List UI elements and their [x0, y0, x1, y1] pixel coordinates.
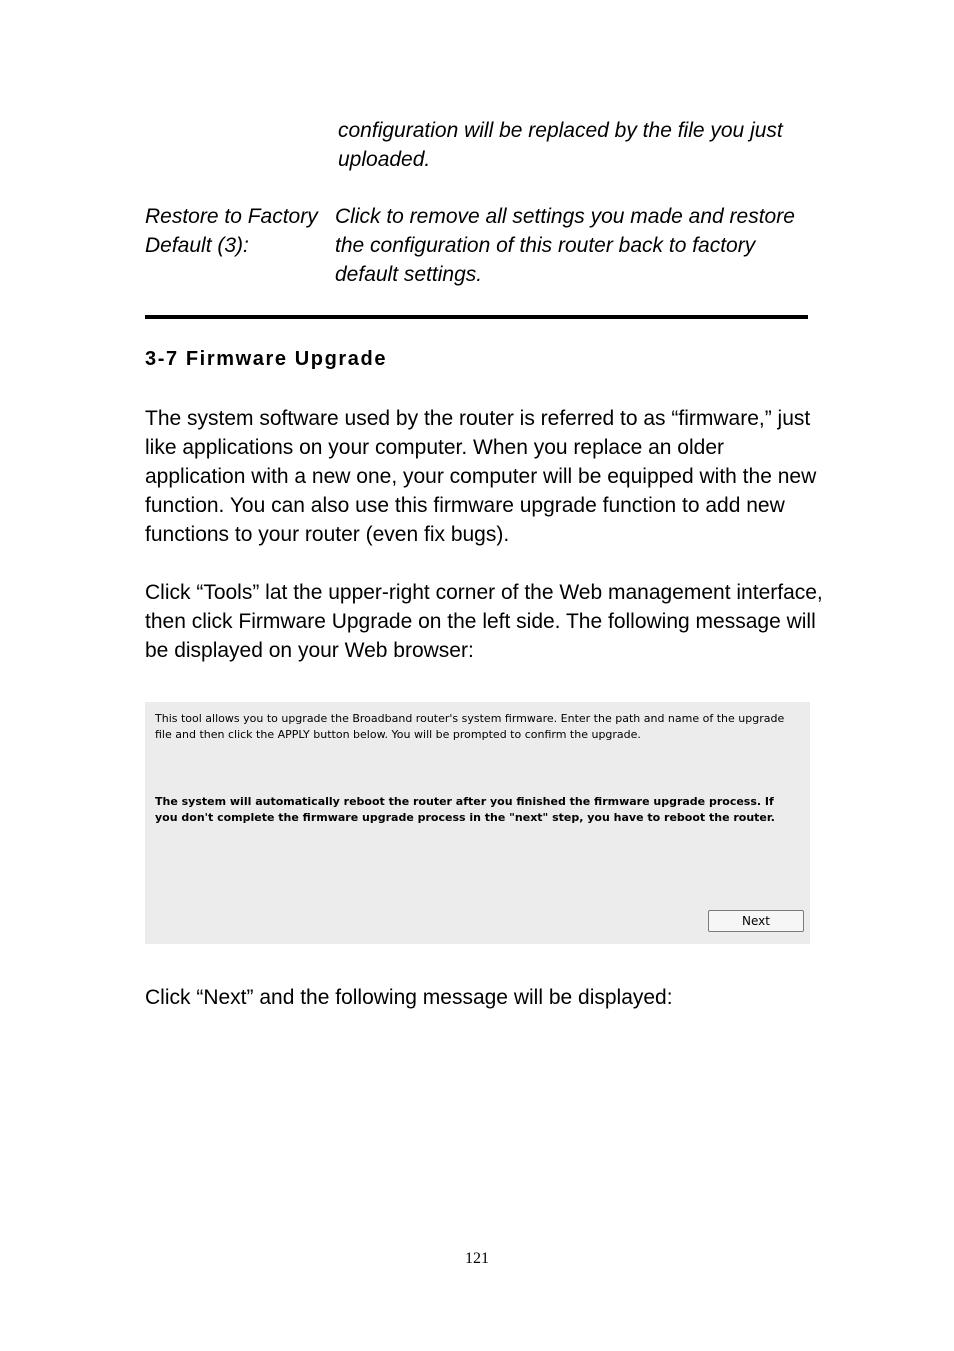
section-heading: 3-7 Firmware Upgrade	[145, 348, 388, 370]
section-divider	[145, 315, 808, 319]
page-number: 121	[465, 1250, 489, 1267]
paragraph-firmware-intro: The system software used by the router is referred to as “firmware,” just like applications on your computer. When you replace an older application with a new one, your computer will be equipped with the new function. You can also use this firmware upgrade function to add new functions to your router (even fix bugs).	[145, 407, 817, 546]
table-term: Restore to Factory Default (3):	[145, 205, 318, 257]
table-description: Click to remove all settings you made and restore the configuration of this router back to factory default settings.	[335, 205, 795, 286]
firmware-upgrade-screenshot	[145, 702, 810, 944]
screenshot-warning-text: The system will automatically reboot the router after you finished the firmware upgrade process. If you don't complete the firmware upgrade process in the "next" step, you have to reboot the router.	[155, 795, 775, 824]
next-button[interactable]: Next	[708, 910, 804, 932]
table-continuation-text: configuration will be replaced by the file you just uploaded.	[338, 119, 783, 171]
screenshot-intro-text: This tool allows you to upgrade the Broadband router's system firmware. Enter the path and name of the upgrade file and then click the APPLY button below. You will be prompted to confirm the upgrade.	[155, 712, 785, 741]
paragraph-next-step: Click “Next” and the following message will be displayed:	[145, 986, 673, 1009]
paragraph-navigation: Click “Tools” lat the upper-right corner of the Web management interface, then click Firmware Upgrade on the left side. The following message will be displayed on your Web browser:	[145, 581, 823, 662]
